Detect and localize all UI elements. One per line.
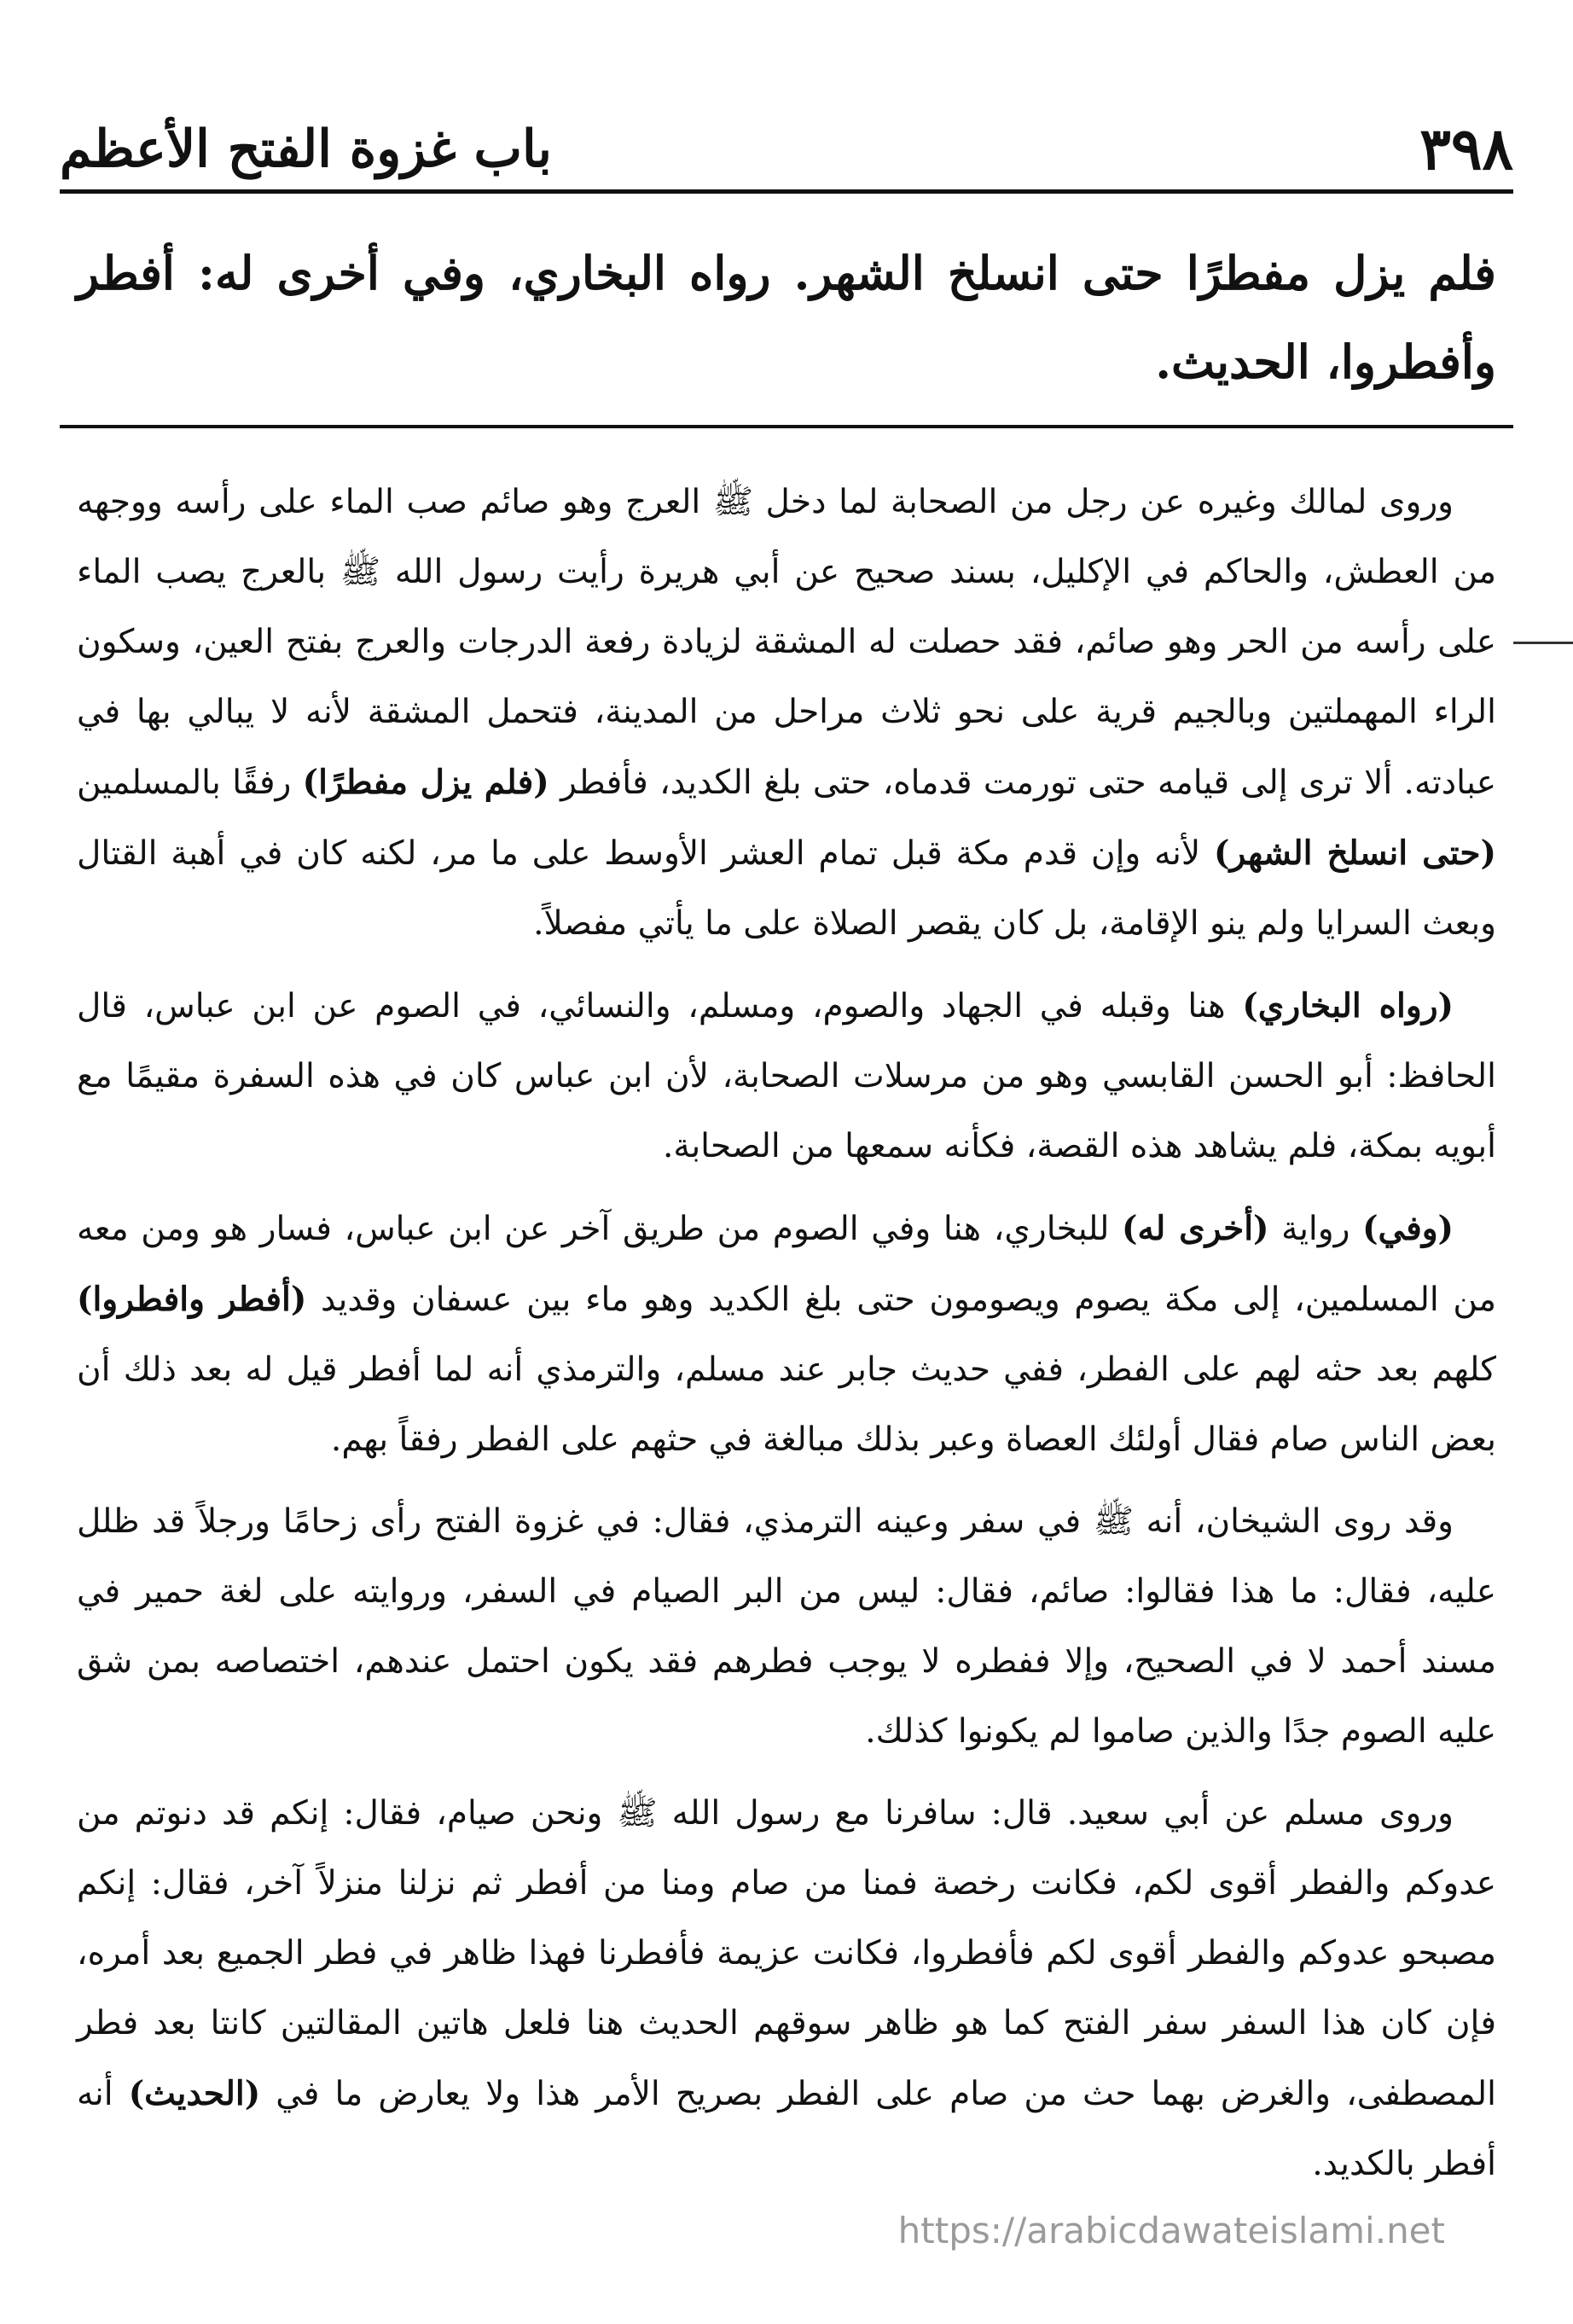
commentary — [77, 468, 1496, 2211]
quoted-phrase: (فلم يزل مفطرًا) — [302, 763, 549, 802]
page-number: ٣٩٨ — [1419, 115, 1513, 183]
running-title: باب غزوة الفتح الأعظم — [60, 119, 553, 179]
commentary-paragraph-5 — [77, 1779, 1496, 2199]
quoted-phrase: (الحديث) — [128, 2074, 261, 2113]
matn-text: فلم يزل مفطرًا حتى انسلخ الشهر. رواه البخاري، وفي أخرى له: أفطر وأفطروا، الحديث. — [77, 246, 1496, 389]
quoted-phrase: (أفطر وافطروا) — [77, 1280, 307, 1319]
quoted-phrase: (رواه البخاري) — [1242, 986, 1454, 1025]
quoted-phrase: (وفي) — [1362, 1209, 1454, 1248]
commentary-text: وقد روى الشيخان، أنه ﷺ في سفر وعينه الترمذي، فقال: في غزوة الفتح رأى زحامًا ورجلاً قد ظلل عليه، فقال: ما هذا فقالوا: صائم، فقال: ليس من البر الصيام في السفر، وروايته على لغة حمير في مسند أحمد لا في الصحيح، وإلا ففطره لا يوجب فطرهم فقد يكون احتمل عندهم، اختصاصه بمن شق عليه الصوم جدًا والذين صاموا لم يكونوا كذلك. — [77, 1502, 1496, 1751]
quoted-phrase: (أخرى له) — [1122, 1209, 1269, 1248]
watermark-url: https://arabicdawateislami.net — [897, 2210, 1445, 2251]
commentary-paragraph-3 — [77, 1194, 1496, 1475]
commentary-text: لأنه وإن قدم مكة قبل تمام العشر الأوسط على ما مر، لكنه كان في أهبة القتال وبعث السرايا ولم ينو الإقامة، بل كان يقصر الصلاة على ما يأتي مفصلاً. — [77, 834, 1496, 943]
header-rule — [60, 189, 1513, 194]
quoted-phrase: (حتى انسلخ الشهر) — [1214, 834, 1496, 873]
commentary-text: للبخاري، هنا وفي الصوم من طريق آخر عن ابن عباس، فسار هو ومن معه من المسلمين، إلى مكة يصوم ويصومون حتى بلغ الكديد وهو ماء بين عسفان وقديد — [77, 1210, 1496, 1319]
commentary-text: رفقًا بالمسلمين — [77, 764, 292, 802]
commentary-paragraph-1 — [77, 468, 1496, 959]
separator-rule — [60, 425, 1513, 428]
commentary-text: هنا وقبله في الجهاد والصوم، ومسلم، والنسائي، في الصوم عن ابن عباس، قال الحافظ: أبو الحسن القابسي وهو من مرسلات الصحابة، لأن ابن عباس كان في هذه السفرة مقيمًا مع أبويه بمكة، فلم يشاهد هذه القصة، فكأنه سمعها من الصحابة. — [77, 987, 1496, 1165]
margin-mark — [1513, 642, 1573, 644]
page-header — [60, 102, 1513, 196]
commentary-text: وروى لمالك وغيره عن رجل من الصحابة لما دخل ﷺ العرج وهو صائم صب الماء على رأسه ووجهه من العطش، والحاكم في الإكليل، بسند صحيح عن أبي هريرة رأيت رسول الله ﷺ بالعرج يصب الماء على رأسه من الحر وهو صائم، فقد حصلت له المشقة لزيادة رفعة الدرجات والعرج بفتح العين، وسكون الراء المهملتين وبالجيم قرية على نحو ثلاث مراحل من المدينة، فتحمل المشقة لأنه لا يبالي بها في عبادته. ألا ترى إلى قيامه حتى تورمت قدماه، حتى بلغ الكديد، فأفطر — [77, 483, 1497, 802]
commentary-text: كلهم بعد حثه لهم على الفطر، ففي حديث جابر عند مسلم، والترمذي أنه لما أفطر قيل له بعد ذلك أن بعض الناس صام فقال أولئك العصاة وعبر بذلك مبالغة في حثهم على الفطر رفقاً بهم. — [77, 1351, 1496, 1459]
commentary-text: وروى مسلم عن أبي سعيد. قال: سافرنا مع رسول الله ﷺ ونحن صيام، فقال: إنكم قد دنوتم من عدوكم والفطر أقوى لكم، فكانت رخصة فمنا من صام ومنا من أفطر ثم نزلنا منزلاً آخر، فقال: إنكم مصبحو عدوكم والفطر أقوى لكم فأفطروا، فكانت عزيمة فأفطرنا فهذا ظاهر في فطر الجميع بعد أمره، فإن كان هذا السفر سفر الفتح كما هو ظاهر سوقهم الحديث هنا فلعل هاتين المقالتين كانتا بعد فطر المصطفى، والغرض بهما حث من صام على الفطر بصريح الأمر هذا ولا يعارض ما في — [77, 1794, 1496, 2113]
commentary-paragraph-2 — [77, 971, 1496, 1182]
commentary-paragraph-4 — [77, 1487, 1496, 1767]
commentary-text: رواية — [1281, 1210, 1350, 1248]
commentary-text: أنه أفطر بالكديد. — [77, 2075, 1496, 2183]
